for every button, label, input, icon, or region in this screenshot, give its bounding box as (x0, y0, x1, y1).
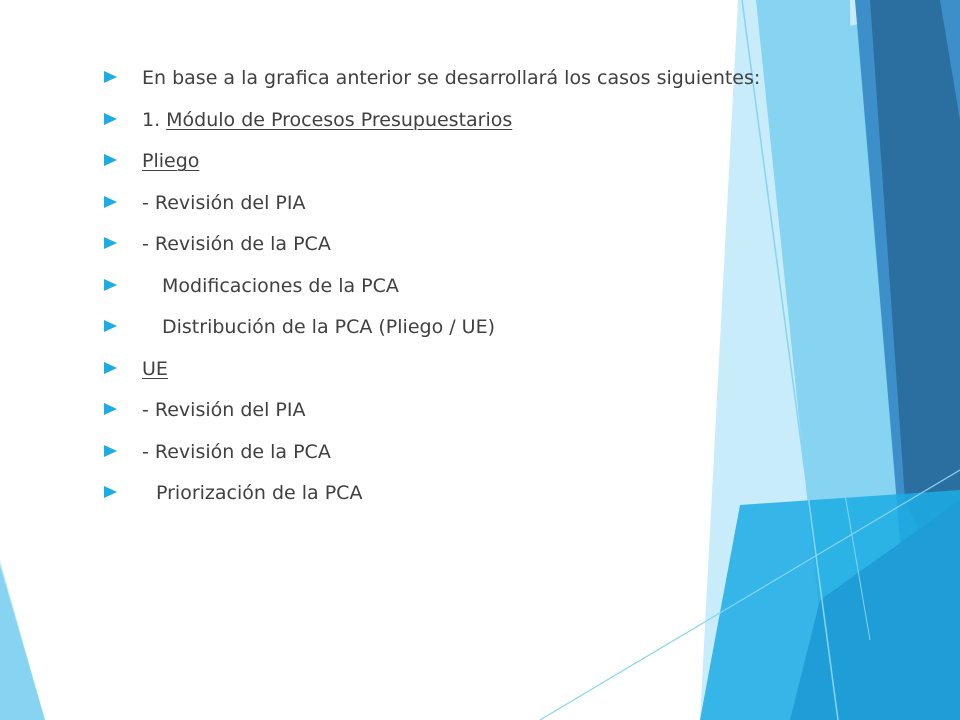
bullet-arrow-icon (104, 196, 117, 208)
module-title: Módulo de Procesos Presupuestarios (166, 108, 513, 131)
section-heading-ue: UE (142, 357, 168, 380)
bullet-text: Distribución de la PCA (Pliego / UE) (162, 316, 496, 338)
bullet-arrow-icon (104, 362, 117, 374)
bullet-arrow-icon (104, 320, 117, 332)
bullet-text: Priorización de la PCA (156, 482, 363, 504)
bullet-text: - Revisión de la PCA (142, 440, 331, 463)
bullet-number: 1. (142, 108, 161, 131)
bullet-arrow-icon (104, 71, 117, 83)
section-heading-pliego: Pliego (142, 150, 200, 172)
bullet-arrow-icon (104, 237, 117, 249)
bullet-arrow-icon (104, 279, 117, 291)
bullet-arrow-icon (104, 113, 117, 125)
bullet-arrow-icon (104, 403, 117, 415)
bullet-arrow-icon (104, 154, 117, 166)
left-facet-light (0, 565, 45, 720)
bullet-text: Modificaciones de la PCA (162, 274, 399, 297)
bullet-text: En base a la grafica anterior se desarrollará los casos siguientes: (142, 67, 761, 89)
bullet-text (142, 98, 512, 142)
bullet-text: - Revisión de la PCA (142, 233, 331, 255)
bullet-text: - Revisión del PIA (142, 191, 306, 214)
bullet-arrow-icon (104, 486, 117, 498)
bullet-text: - Revisión del PIA (142, 399, 306, 421)
bullet-arrow-icon (104, 445, 117, 457)
